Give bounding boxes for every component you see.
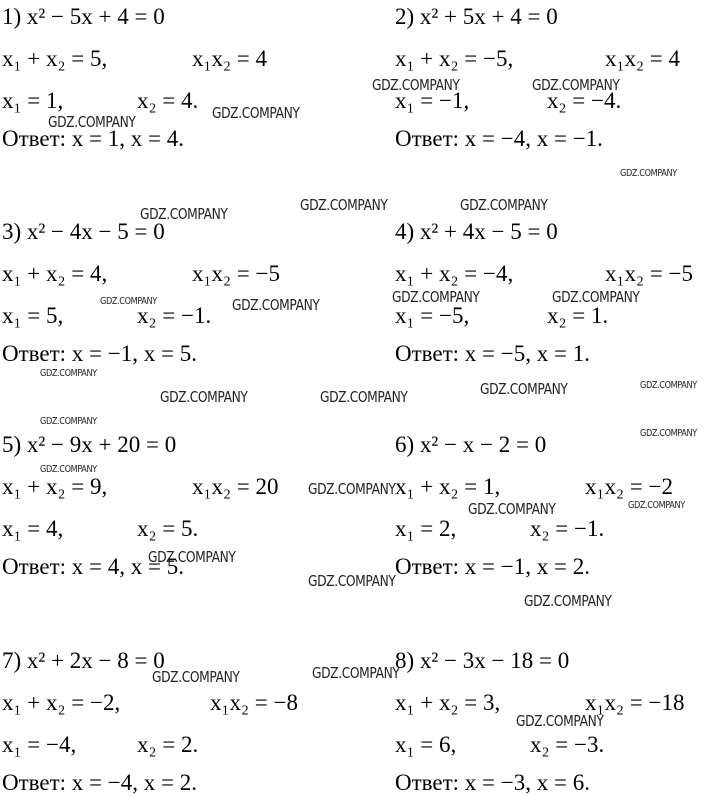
answer: Ответ: x = −3, x = 6. [395, 770, 590, 795]
vieta-product: x₁x₂ = 20 [192, 474, 279, 499]
root-2: x₂ = 4. [137, 88, 199, 113]
watermark: GDZ.COMPANY [40, 368, 97, 379]
root-2: x₂ = 5. [137, 516, 199, 541]
watermark: GDZ.COMPANY [532, 76, 620, 94]
watermark: GDZ.COMPANY [312, 664, 400, 682]
root-1: x₁ = 4, [2, 516, 64, 541]
root-1: x₁ = −1, [395, 88, 470, 113]
vieta-sum: x₁ + x₂ = 5, [2, 46, 108, 71]
watermark: GDZ.COMPANY [320, 388, 408, 406]
watermark: GDZ.COMPANY [468, 500, 556, 518]
watermark: GDZ.COMPANY [640, 428, 697, 439]
root-1: x₁ = −5, [395, 303, 470, 328]
root-1: x₁ = 5, [2, 303, 64, 328]
vieta-sum: x₁ + x₂ = −2, [2, 690, 121, 715]
watermark: GDZ.COMPANY [152, 668, 240, 686]
vieta-product: x₁x₂ = −18 [585, 690, 685, 715]
root-2: x₂ = −4. [547, 88, 622, 113]
watermark: GDZ.COMPANY [524, 592, 612, 610]
root-2: x₂ = −3. [530, 732, 605, 757]
equation: 6) x² − x − 2 = 0 [395, 432, 547, 457]
watermark: GDZ.COMPANY [148, 548, 236, 566]
root-2: x₂ = −1. [530, 516, 605, 541]
watermark: GDZ.COMPANY [372, 76, 460, 94]
vieta-product: x₁x₂ = −8 [210, 690, 298, 715]
root-2: x₂ = 2. [137, 732, 199, 757]
watermark: GDZ.COMPANY [40, 464, 97, 475]
vieta-sum: x₁ + x₂ = −4, [395, 261, 514, 286]
watermark: GDZ.COMPANY [48, 113, 136, 131]
watermark: GDZ.COMPANY [308, 572, 396, 590]
equation: 7) x² + 2x − 8 = 0 [2, 648, 165, 673]
watermark: GDZ.COMPANY [552, 288, 640, 306]
watermark: GDZ.COMPANY [640, 380, 697, 391]
watermark: GDZ.COMPANY [300, 196, 388, 214]
equation: 5) x² − 9x + 20 = 0 [2, 432, 177, 457]
watermark: GDZ.COMPANY [160, 388, 248, 406]
watermark: GDZ.COMPANY [232, 296, 320, 314]
vieta-sum: x₁ + x₂ = 3, [395, 690, 501, 715]
vieta-product: x₁x₂ = 4 [192, 46, 268, 71]
answer: Ответ: x = −4, x = −1. [395, 126, 603, 151]
answer: Ответ: x = −1, x = 2. [395, 554, 590, 579]
watermark: GDZ.COMPANY [516, 712, 604, 730]
watermark: GDZ.COMPANY [100, 296, 157, 307]
watermark: GDZ.COMPANY [628, 500, 685, 511]
equation: 4) x² + 4x − 5 = 0 [395, 219, 558, 244]
vieta-product: x₁x₂ = −5 [192, 261, 280, 286]
answer: Ответ: x = −1, x = 5. [2, 341, 197, 366]
equation: 1) x² − 5x + 4 = 0 [2, 4, 165, 29]
vieta-sum: x₁ + x₂ = 1, [395, 474, 501, 499]
watermark: GDZ.COMPANY [308, 480, 396, 498]
vieta-product: x₁x₂ = 4 [605, 46, 681, 71]
root-2: x₂ = 1. [547, 303, 609, 328]
equation: 2) x² + 5x + 4 = 0 [395, 4, 558, 29]
watermark: GDZ.COMPANY [480, 380, 568, 398]
root-1: x₁ = 2, [395, 516, 457, 541]
watermark: GDZ.COMPANY [460, 196, 548, 214]
answer: Ответ: x = −4, x = 2. [2, 770, 197, 795]
watermark: GDZ.COMPANY [140, 205, 228, 223]
vieta-product: x₁x₂ = −5 [605, 261, 693, 286]
answer: Ответ: x = 4, x = 5. [2, 554, 184, 579]
equation: 3) x² − 4x − 5 = 0 [2, 219, 165, 244]
answer: Ответ: x = −5, x = 1. [395, 341, 590, 366]
vieta-sum: x₁ + x₂ = 9, [2, 474, 108, 499]
root-2: x₂ = −1. [137, 303, 212, 328]
vieta-product: x₁x₂ = −2 [585, 474, 673, 499]
root-1: x₁ = 6, [395, 732, 457, 757]
root-1: x₁ = 1, [2, 88, 64, 113]
vieta-sum: x₁ + x₂ = −5, [395, 46, 514, 71]
watermark: GDZ.COMPANY [392, 288, 480, 306]
answer: Ответ: x = 1, x = 4. [2, 126, 184, 151]
watermark: GDZ.COMPANY [40, 416, 97, 427]
equation: 8) x² − 3x − 18 = 0 [395, 648, 570, 673]
root-1: x₁ = −4, [2, 732, 77, 757]
watermark: GDZ.COMPANY [212, 104, 300, 122]
watermark: GDZ.COMPANY [620, 168, 677, 179]
vieta-sum: x₁ + x₂ = 4, [2, 261, 108, 286]
